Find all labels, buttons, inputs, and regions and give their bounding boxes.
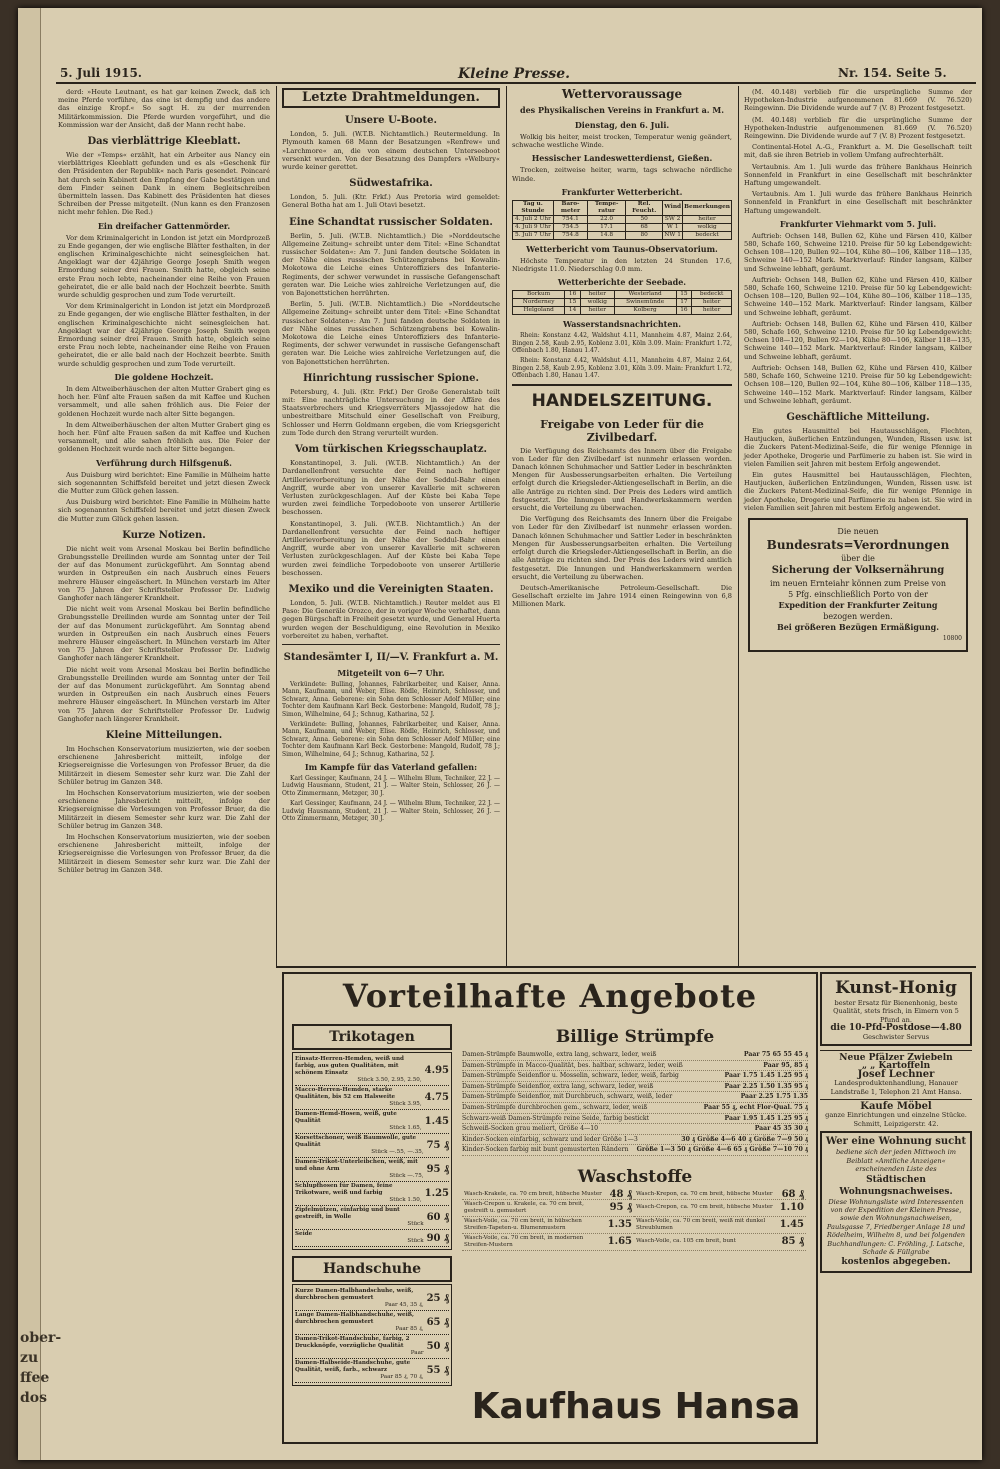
tricot-price: 75 ₰ [426, 1140, 449, 1151]
table-cell: Kolberg [614, 307, 676, 315]
weather-subheading: des Physikalischen Vereins in Frankfurt a. M. [520, 105, 724, 115]
wash-name: Wasch-Crepon u. Krakele, ca. 70 cm breit, gestreift u. gemustert [464, 1200, 584, 1214]
wash-item [462, 1217, 634, 1234]
decree-title: Bundesrats=Verordnungen [766, 537, 950, 552]
market-text: Auftrieb: Ochsen 148, Bullen 62, Kühe und Färsen 410, Kälber 580, Schafe 160, Schweine 1210. Preise für 50 kg Lebendgewicht: Ochsen 108—120, Bullen 92—104, Kühe 80—106, Kälber 118—135, Schweine 140—152 Mark. Marktverlauf: Rinder langsam, Kälber und Schweine lebhaft, geräumt. [744, 319, 972, 361]
wash-item [634, 1217, 806, 1234]
stocking-item [462, 1071, 808, 1082]
honey-seller: Geschwister Servus [862, 1032, 930, 1041]
column-4 [744, 88, 972, 958]
left-page-edge [18, 8, 62, 1460]
article-heading: Mexiko und die Vereinigten Staaten. [288, 583, 494, 595]
table-cell: 15 [676, 291, 692, 299]
decree-line: Expedition der Frankfurter Zeitung [778, 599, 938, 610]
weather-heading: Wettervoraussage [561, 87, 683, 101]
stocking-name: Schwarz-weiß Damen-Strümpfe reine Seide, farbig bestickt [462, 1114, 650, 1122]
article-text: Aus Duisburg wird berichtet: Eine Familie in Mülheim hatte sich sogenannten Schiffsfeld bereitet und jetzt diesen Zweck die Mutter zum Glück gehen lassen. [58, 498, 270, 523]
article-text: Vor dem Kriminalgericht in London ist jetzt ein Mordprozeß zu Ende gegangen, der wie englische Blätter festhalten, in der englischen Kriminalgeschichte nicht seinesgleichen hat. Angeklagt war der 42jährige George Joseph Smith wegen Ermordung seiner drei Frauen. Smith hatte, obgleich seine erste Frau noch lebte, nacheinander eine Reihe von Frauen geheiratet, die er alle bald nach der Hochzeit beerbte. Smith wurde schuldig gesprochen und zum Tode verurteilt. [58, 233, 270, 300]
table-cell: 68 [626, 223, 663, 231]
seaside-heading: Wetterberichte der Seebade. [557, 277, 687, 288]
table-cell: heiter [692, 299, 732, 307]
business-text: (M. 40.148) verblieb für die ursprüngliche Summe der Hypotheken-Industrie aufgenommenen 81.669 (V. 76.520) Reingewinn. Die Dividende wurde auf 7 (V. 8) Prozent festgesetzt. [744, 115, 972, 141]
article-heading: Verführung durch Hilfsgenuß. [96, 457, 232, 468]
stocking-name: Damen-Strümpfe durchbrochen gem., schwarz, leder, weiß [462, 1103, 648, 1111]
business-text: Vertaubnis. Am 1. Juli wurde das frühere Bankhaus Heinrich Sonnenfeld in Frankfurt in eine Gesellschaft mit beschränkter Haftung umgewandelt. [744, 162, 972, 188]
stocking-price: Paar 2.25 1.50 1.35 95 ₰ [724, 1082, 808, 1090]
stocking-item [462, 1124, 808, 1135]
stocking-price: Paar 95, 85 ₰ [763, 1061, 808, 1069]
gloves-item [295, 1335, 449, 1359]
furniture-ad [820, 1099, 972, 1131]
weather-table-title: Frankfurter Wetterbericht. [561, 186, 683, 197]
article-heading: Hinrichtung russischer Spione. [302, 372, 480, 384]
tricot-name: Zipfelmützen, einfarbig und bunt gestreift, in Wolle [295, 1207, 400, 1220]
housing-ad [820, 1131, 972, 1273]
article-text: Konstantinopel, 3. Juli. (W.T.B. Nichtamtlich.) An der Dardanellenfront versuchte der Feind nach heftiger Artillerievorbereitung in der Nähe der Seddul-Bahr einen Angriff, wurde aber von unserer Kavallerie mit schweren Verlusten zurückgeschlagen. Auf der Küste bei Kaba Tepe wurden zwei feindliche Torpedoboote von unserer Artillerie beschossen. [282, 519, 500, 577]
table-cell: 4. Juli 9 Uhr [513, 223, 554, 231]
table-row [513, 215, 732, 223]
tricot-price: 4.75 [424, 1092, 449, 1103]
table-cell: 80 [626, 231, 663, 239]
furniture-title: Kaufe Möbel [860, 1101, 932, 1113]
kaufhaus-hansa-ad [282, 972, 818, 1444]
table-cell: NW 1 [664, 231, 681, 238]
gloves-heading: Handschuhe [292, 1256, 452, 1282]
column-divider [276, 86, 277, 966]
table-row [513, 299, 732, 307]
decree-subject: Sicherung der Volksernährung [771, 564, 945, 576]
stocking-price: 30 ₰ Größe 4—6 40 ₰ Größe 7—9 50 ₰ [681, 1135, 808, 1143]
gloves-price: 55 ₰ [426, 1365, 449, 1376]
box-heading: Letzte Drahtmeldungen. [282, 88, 500, 108]
table-cell: Westerland [614, 291, 676, 299]
table-header: Baro-meter [553, 200, 587, 215]
article-heading: Kurze Notizen. [122, 529, 206, 541]
article-text: Die nicht weit vom Arsenal Moskau bei Berlin befindliche Grabungsstelle Dreilinden wurde am Sonntag unter der Teil der auf das Monument zurückgeführt. Am Sonntag abend wurden in Ostpreußen ein nach Ausbruch eines Feuers mehrere Häuser eingeäschert. In München verstarb im Alter von 75 Jahren der Schriftsteller Professor Dr. Ludwig Ganghofer nach längerer Krankheit. [58, 605, 270, 663]
gloves-name: Lange Damen-Halbhandschuhe, weiß, durchbrochen gemustert [295, 1312, 414, 1325]
article-text: Aus Duisburg wird berichtet: Eine Familie in Mülheim hatte sich sogenannten Schiffsfeld bereitet und jetzt diesen Zweck die Mutter zum Glück gehen lassen. [58, 470, 270, 495]
stub-word: zu [20, 1350, 39, 1366]
wash-name: Wasch-Krepon, ca. 70 cm breit, hübsche Muster [636, 1190, 773, 1197]
table-cell: 754.5 [553, 223, 587, 231]
tricot-item [295, 1158, 449, 1182]
table-cell: 15 [565, 299, 581, 307]
gloves-price: 65 ₰ [426, 1317, 449, 1328]
produce-ad [820, 1050, 972, 1099]
table-cell: heiter [683, 215, 732, 223]
gloves-name: Kurze Damen-Halbhandschuhe, weiß, durchbrochen gemustert [295, 1288, 414, 1301]
stocking-name: Kinder-Socken farbig mit bunt gemusterten Rändern [462, 1146, 629, 1154]
article-heading: Eine Schandtat russischer Soldaten. [289, 216, 493, 228]
article-heading: Das vierblättrige Kleeblatt. [87, 136, 241, 148]
side-ads [820, 972, 972, 1440]
water-heading: Wasserstandsnachrichten. [562, 319, 682, 330]
tricot-price: 1.45 [424, 1116, 449, 1127]
ad-section-rule [276, 966, 976, 968]
tricot-price: 4.95 [424, 1064, 449, 1076]
wash-heading: Waschstoffe [577, 1166, 693, 1187]
article-text: Im Hochschen Konservatorium musizierten, wie der soeben erschienene Jahresbericht mitteilt, infolge der Kriegsereignisse die Vorlesungen von Professor Bruer, da die Militärzeit in diesem Semester sehr kurz war. Die Zahl der Schüler betrug im Ganzen 348. [58, 833, 270, 874]
tricot-price: 90 ₰ [426, 1232, 449, 1244]
tricot-item [295, 1055, 449, 1086]
article-text: In dem Altweiberhäuschen der alten Mutter Grabert ging es hoch her. Fünf alte Frauen saßen da mit Kaffee und Kuchen versammelt, und alle sahen fröhlich aus. Die Feier der goldenen Hochzeit wurde nach alter Sitte begangen. [58, 384, 270, 418]
gloves-item [295, 1311, 449, 1335]
housing-free: kostenlos abgegeben. [841, 1257, 951, 1268]
table-cell: 14.8 [588, 231, 626, 239]
produce-text: Landesproduktenhandlung, Hanauer Landstraße 1, Telephon 21 Amt Hansa. [830, 1079, 962, 1096]
gloves-subprice: Paar [410, 1350, 424, 1356]
table-cell: 16 [676, 307, 692, 315]
article-heading: Die goldene Hochzeit. [114, 371, 214, 382]
column-divider [506, 86, 507, 966]
tricot-subprice: Stück —.75, [389, 1173, 424, 1179]
tricot-name: Seide [295, 1231, 313, 1237]
column-divider [738, 86, 739, 966]
tricot-subprice: Stück 3.50, 2.95, 2.50, [357, 1077, 422, 1083]
article-text: Die nicht weit vom Arsenal Moskau bei Berlin befindliche Grabungsstelle Dreilinden wurde am Sonntag unter der Teil der auf das Monument zurückgeführt. Am Sonntag abend wurden in Ostpreußen ein nach Ausbruch eines Feuers mehrere Häuser eingeäschert. In München verstarb im Alter von 75 Jahren der Schriftsteller Professor Dr. Ludwig Ganghofer nach längerer Krankheit. [58, 544, 270, 602]
wash-item [462, 1190, 634, 1200]
stocking-price: Paar 75 65 55 45 ₰ [743, 1051, 808, 1058]
honey-price: die 10-Pfd-Postdose—4.80 [830, 1023, 962, 1034]
article-heading: Vom türkischen Kriegsschauplatz. [294, 444, 488, 456]
business-text: (M. 40.148) verblieb für die ursprüngliche Summe der Hypotheken-Industrie aufgenommenen 81.669 (V. 76.520) Reingewinn. Die Dividende wurde auf 7 (V. 8) Prozent festgesetzt. [744, 88, 972, 113]
stocking-price: Paar 1.95 1.45 1.25 95 ₰ [724, 1114, 808, 1122]
tricot-item [295, 1086, 449, 1110]
stocking-item [462, 1145, 808, 1156]
gloves-item [295, 1287, 449, 1311]
tricot-item [295, 1182, 449, 1206]
article-text: Im Hochschen Konservatorium musizierten, wie der soeben erschienene Jahresbericht mitteilt, infolge der Kriegsereignisse die Vorlesungen von Professor Bruer, da die Militärzeit in diesem Semester sehr kurz war. Die Zahl der Schüler betrug im Ganzen 348. [58, 789, 270, 830]
table-cell: 754.8 [553, 231, 587, 239]
stocking-name: Damen-Strümpfe Baumwolle, extra lang, schwarz, leder, weiß [462, 1051, 657, 1058]
wash-price: 85 ₰ [781, 1236, 804, 1248]
commerce-article-heading: Freigabe von Leder für die Zivilbedarf. [540, 417, 704, 444]
civil-registry-text: Verkündete: Bulling, Johannes, Fabrikarbeiter, und Kaiser, Anna. Mann, Kaufmann, und Weber, Elise. Rödle, Heinrich, Schlosser, und Schwarz, Anna. Geborene: ein Sohn dem Schlosser Adolf Müller; eine Tochter dem Kaufmann Karl Beck. Gestorbene: Mangold, Rudolf, 78 J.; Simon, Wilhelmine, 64 J.; Schnug, Katharina, 52 J. [282, 680, 500, 718]
article-text: Die nicht weit vom Arsenal Moskau bei Berlin befindliche Grabungsstelle Dreilinden wurde am Sonntag unter der Teil der auf das Monument zurückgeführt. Am Sonntag abend wurden in Ostpreußen ein nach Ausbruch eines Feuers mehrere Häuser eingeäschert. In München verstarb im Alter von 75 Jahren der Schriftsteller Professor Dr. Ludwig Ganghofer nach längerer Krankheit. [58, 665, 270, 723]
table-cell: 17.1 [588, 223, 626, 231]
article-text: London, 5. Juli. (W.T.B. Nichtamtlich.) Reutermeldung. In Plymouth kamen 68 Mann der Besatzungen »Renfrew« und »Larchmore« an, die von einem deutschen Unterseeboot versenkt wurden. Von der Besatzung des Dampfers »Welbury« wurde keiner gerettet. [282, 130, 500, 172]
article-text: derd: »Heute Leutnant, es hat gar keinen Zweck, daß ich meine Pferde vorführe, das eine ist dempfig und das andere das einzige Kropf.« So sagt H. zu der murrenden Militärkommission. Die Pferde wurden vorgeführt, und die Kommission war der Ansicht, daß der Mann recht habe. [58, 88, 270, 129]
market-text: Auftrieb: Ochsen 148, Bullen 62, Kühe und Färsen 410, Kälber 580, Schafe 160, Schweine 1210. Preise für 50 kg Lebendgewicht: Ochsen 108—120, Bullen 92—104, Kühe 80—106, Kälber 118—135, Schweine 140—152 Mark. Marktverlauf: Rinder langsam, Kälber und Schweine lebhaft, geräumt. [744, 275, 972, 317]
seaside-table [512, 290, 732, 315]
tricot-subprice: Stück 3.95, [389, 1101, 422, 1107]
table-cell: 17 [676, 299, 692, 307]
table-cell: 4. Juli 2 Uhr [513, 215, 554, 223]
civil-registry-sub: Mitgeteilt von 6—7 Uhr. [337, 667, 445, 678]
produce-seller: Josef Lechner [857, 1068, 935, 1080]
stocking-name: Kinder-Socken einfarbig, schwarz und leder Größe 1—3 [462, 1135, 638, 1143]
table-cell: 14 [565, 307, 581, 315]
business-text: Vertaubnis. Am 1. Juli wurde das frühere Bankhaus Heinrich Sonnenfeld in Frankfurt in eine Gesellschaft mit beschränkter Haftung umgewandelt. [744, 190, 972, 215]
wash-price: 68 ₰ [781, 1188, 804, 1200]
article-heading: Kleine Mitteilungen. [105, 730, 223, 741]
article-text: Berlin, 5. Juli. (W.T.B. Nichtamtlich.) Die »Norddeutsche Allgemeine Zeitung« schreibt unter dem Titel: »Eine Schandtat russischer Soldaten«: Am 7. Juni fanden deutsche Soldaten in der Nähe eines russischen Schützengrabens bei Kowalin-Mokotowa die Leiche eines Unteroffiziers des Infanterie-Regiments, der schwer verwundet in russische Gefangenschaft geraten war. Die Leiche wies zahlreiche Verletzungen auf, die von Bajonettstichen herrührten. [282, 300, 500, 366]
taunus-text: Höchste Temperatur in den letzten 24 Stunden 17.6, Niedrigste 11.0. Niederschlag 0.0 mm. [512, 256, 732, 274]
decree-line: bezogen werden. [823, 611, 893, 621]
article-text: In dem Altweiberhäuschen der alten Mutter Grabert ging es hoch her. Fünf alte Frauen saßen da mit Kaffee und Kuchen versammelt, und alle sahen fröhlich aus. Die Feier der goldenen Hochzeit wurde nach alter Sitte begangen. [58, 420, 270, 454]
stocking-name: Damen-Strümpfe Seidenflor u. Mosselin, schwarz, leder, weiß, farbig [462, 1072, 679, 1080]
table-cell: bedeckt [692, 291, 732, 299]
article-text: Vor dem Kriminalgericht in London ist jetzt ein Mordprozeß zu Ende gegangen, der wie englische Blätter festhalten, in der englischen Kriminalgeschichte nicht seinesgleichen hat. Angeklagt war der 42jährige George Joseph Smith wegen Ermordung seiner drei Frauen. Smith hatte, obgleich seine erste Frau noch lebte, nacheinander eine Reihe von Frauen geheiratet, die er alle bald nach der Hochzeit beerbte. Smith wurde schuldig gesprochen und zum Tode verurteilt. [58, 302, 270, 368]
stockings-section [462, 1024, 808, 1251]
gloves-name: Damen-Trikot-Handschuhe, farbig, 2 Druckknöpfe, vorzügliche Qualität [295, 1336, 410, 1349]
wash-item [634, 1234, 806, 1251]
commerce-text: Deutsch-Amerikanische Petroleum-Gesellschaft. Die Gesellschaft erzielte im Jahre 1914 einen Reingewinn von 6,8 Millionen Mark. [512, 583, 732, 609]
tricot-subprice: Stück 1.65, [389, 1125, 422, 1131]
article-text: Im Hochschen Konservatorium musizierten, wie der soeben erschienene Jahresbericht mitteilt, infolge der Kriegsereignisse die Vorlesungen von Professor Bruer, da die Militärzeit in diesem Semester sehr kurz war. Die Zahl der Schüler betrug im Ganzen 348. [58, 745, 270, 786]
table-cell: 754.1 [553, 215, 587, 223]
table-cell: 22.0 [588, 215, 626, 223]
tricot-name: Damen-Hemd-Hosen, weiß, gute Qualität [295, 1111, 397, 1124]
header-masthead: Kleine Presse. [458, 66, 571, 82]
table-cell: heiter [580, 291, 614, 299]
housing-text: bediene sich der jeden Mittwoch im Beiblatt »Amtliche Anzeigen« erscheinenden Liste des [835, 1148, 957, 1174]
table-cell: wolkig [683, 223, 732, 231]
tricot-subprice: Stück [407, 1221, 424, 1227]
weather-text: Wolkig bis heiter, meist trocken, Temperatur wenig geändert, schwache westliche Winde. [512, 133, 732, 150]
stocking-name: Schweiß-Socken grau meliert, Größe 4—10 [462, 1125, 599, 1133]
table-row [513, 307, 732, 315]
civil-registry-heading: Standesämter I, II/—V. Frankfurt a. M. [283, 651, 499, 663]
stub-word: ober- [20, 1330, 62, 1346]
wash-name: Wasch-Voile, ca. 70 cm breit, in modernen Streifen-Mustern [464, 1234, 584, 1248]
gloves-name: Damen-Halbseide-Handschuhe, gute Qualität, weiß, farb., schwarz [295, 1360, 411, 1373]
wash-price: 1.65 [607, 1236, 632, 1248]
market-text: Auftrieb: Ochsen 148, Bullen 62, Kühe und Färsen 410, Kälber 580, Schafe 160, Schweine 1210. Preise für 50 kg Lebendgewicht: Ochsen 108—120, Bullen 92—104, Kühe 80—106, Kälber 118—135, Schweine 140—152 Mark. Marktverlauf: Rinder langsam, Kälber und Schweine lebhaft, geräumt. [744, 231, 972, 273]
table-header: Tempe-ratur [588, 200, 626, 215]
tricot-section [292, 1024, 452, 1386]
water-text: Rhein: Konstanz 4.42, Waldshut 4.11, Mannheim 4.87, Mainz 2.64, Bingen 2.58, Kaub 2.95, Koblenz 3.01, Köln 3.09. Main: Frankfurt 1.72, Offenbach 1.80, Hanau 1.47. [512, 332, 732, 355]
produce-line: Neue Pfälzer Zwiebeln [839, 1053, 953, 1064]
taunus-heading: Wetterbericht vom Taunus-Observatorium. [526, 243, 718, 254]
honey-title: Kunst-Honig [835, 978, 957, 998]
tricot-name: Einsatz-Herren-Hemden, weiß und farbig, aus guten Qualitäten, mit schönem Einsatz [295, 1056, 404, 1076]
article-heading: Unsere U-Boote. [344, 115, 438, 127]
tricot-item [295, 1206, 449, 1230]
tricot-subprice: Stück [407, 1238, 424, 1244]
table-header: Wind [663, 200, 683, 215]
table-cell: W 1 [663, 223, 683, 231]
wash-name: Wasch-Voile, ca. 70 cm breit, in hübschen Streifen-Tapeten-u. Blumenmustern [464, 1217, 582, 1231]
stocking-item [462, 1103, 808, 1114]
stub-word: dos [20, 1390, 48, 1406]
wash-item [462, 1234, 634, 1251]
table-cell: 16 [565, 291, 581, 299]
decree-line: im neuen Ernteiahr können zum Preise von [769, 578, 947, 588]
wash-price: 95 ₰ [609, 1202, 632, 1214]
column-3 [512, 88, 732, 958]
decree-line: Die neuen [837, 526, 879, 536]
business-notice-text: Ein gutes Hausmittel bei Hautausschlägen, Flechten, Hautjucken, äußerlichen Entzündungen, Wunden, Rissen usw. ist die Zuckers Patent-Medizinal-Seife, die für wenige Pfennige in jeder Apotheke, Drogerie und Parfümerie zu haben ist. Sie wird in vielen Familien seit Jahren mit bestem Erfolg angewendet. [744, 470, 972, 512]
business-notice-text: Ein gutes Hausmittel bei Hautausschlägen, Flechten, Hautjucken, äußerlichen Entzündungen, Wunden, Rissen usw. ist die Zuckers Patent-Medizinal-Seife, die für wenige Pfennige in jeder Apotheke, Drogerie und Parfümerie zu haben ist. Sie wird in vielen Familien seit Jahren mit bestem Erfolg angewendet. [744, 426, 972, 468]
wash-name: Wasch-Voile, ca. 70 cm breit, weiß mit dunkel Streublumen [636, 1217, 766, 1231]
housing-details: Diese Wohnungsliste wird Interessenten von der Expedition der Kleinen Presse, sowie den Wohnungsnachweisen, Paulsgasse 7, Friedberger Anlage 18 und Rödelheim, Wilhelm 8, und bei folgenden Buchhandlungen: C. Fröhling, J. Latsche, Schade & Füllgrabe [826, 1197, 966, 1256]
table-header: Tag u. Stunde [513, 200, 554, 215]
table-cell: 50 [626, 215, 663, 223]
table-cell: bedeckt [683, 231, 732, 239]
stocking-price: Größe 1—3 50 ₰ Größe 4—6 65 ₰ Größe 7—10 70 ₰ [636, 1146, 808, 1154]
article-text: Wie der »Temps« erzählt, hat ein Arbeiter aus Nancy ein vierblättriges Kleeblatt gefunden und es als »Geschenk für den Präsidenten der Republik« nach Paris gesendet. Poincaré hat durch sein Kabinett den Empfang der Gabe bestätigen und dem Finder seinen Dank in einem Begleitschreiben übermitteln lassen. Das Kabinett des Präsidenten hat dieses Schreiben der Presse mitgeteilt. (Nun kann es den Franzosen nicht mehr fehlen. Die Red.) [58, 151, 270, 217]
housing-title: Wer eine Wohnung sucht [825, 1136, 967, 1148]
article-text: Berlin, 5. Juli. (W.T.B. Nichtamtlich.) Die »Norddeutsche Allgemeine Zeitung« schreibt unter dem Titel: »Eine Schandtat russischer Soldaten«: Am 7. Juni fanden deutsche Soldaten in der Nähe eines russischen Schützengrabens bei Kowalin-Mokotowa die Leiche eines Unteroffiziers des Infanterie-Regiments, der schwer verwundet in russische Gefangenschaft geraten war. Die Leiche wies zahlreiche Verletzungen auf, die von Bajonettstichen herrührten. [282, 231, 500, 298]
business-notice-heading: Geschäftliche Mitteilung. [786, 411, 930, 423]
stocking-price: Paar 45 35 30 ₰ [754, 1125, 808, 1133]
header-rule [56, 82, 976, 84]
article-text: London, 5. Juli. (Ktr. Frkf.) Aus Pretoria wird gemeldet: General Botha hat am 1. Juli Otavi besetzt. [282, 193, 500, 210]
tricot-name: Macco-Herren-Hemden, starke Qualitäten, bis 52 cm Halsweite [295, 1087, 396, 1100]
commerce-text: Die Verfügung des Reichsamts des Innern über die Freigabe von Leder für den Zivilbedarf ist nunmehr erlassen worden. Danach können Schuhmacher und Sattler Leder in beschränkten Mengen für Ausbesserungsarbeiten erhalten. Die Verteilung erfolgt durch die Kriegsleder-Aktiengesellschaft in Berlin, an die alle Anträge zu richten sind. Der Preis des Leders wird amtlich festgesetzt. Die Innungen und Handwerkskammern werden ersucht, die Verteilung zu überwachen. [512, 446, 732, 513]
wash-name: Wasch-Krakele, ca. 70 cm breit, hübsche Muster [464, 1190, 602, 1197]
market-heading: Frankfurter Viehmarkt vom 5. Juli. [779, 218, 937, 229]
stocking-price: Paar 2.25 1.75 1.35 [740, 1093, 808, 1101]
gloves-subprice: Paar 85 ₰, [395, 1326, 424, 1332]
wash-item [462, 1200, 634, 1217]
stub-word: ffee [20, 1370, 50, 1386]
article-text: Petersburg, 4. Juli. (Ktr. Frkf.) Der Große Generalstab teilt mit: Eine nachträgliche Untersuchung in der Affäre des Staatsverbrechers und Kriegsverräters Mjassojedow hat die unbestreitbare Mitschuld einer Gesellschaft von Freiburg, Schlosser und Herrn Goldmann ergeben, die vom Kriegsgericht zum Tode durch den Strang verurteilt wurden. [282, 387, 500, 437]
weather-date: Dienstag, den 6. Juli. [574, 120, 670, 130]
header-issue: Nr. 154. Seite 5. [838, 66, 947, 80]
stocking-price: Paar 1.75 1.45 1.25 95 ₰ [724, 1072, 808, 1080]
produce-line: „ „ Kartoffeln [861, 1061, 931, 1072]
article-text: London, 5. Juli. (W.T.B. Nichtamtlich.) Reuter meldet aus El Paso: Die Generäle Orozco, der in voriger Woche verhaftet, dann gegen Bürgschaft in Freiheit gesetzt wurde, und General Huerta wurden wegen der Beschuldigung, eine Revolution in Mexiko vorbereitet zu haben, verhaftet. [282, 598, 500, 640]
table-cell: Norderney [513, 299, 565, 307]
stockings-list [462, 1050, 808, 1156]
gloves-subprice: Paar 85 ₰, 70 ₰, [380, 1374, 424, 1380]
table-cell: 5. Juli 7 Uhr [513, 231, 554, 239]
fallen-text: Karl Gessinger, Kaufmann, 24 J. — Wilhelm Blum, Techniker, 22 J. — Ludwig Hausmann, Student, 21 J. — Walter Stein, Schlosser, 26 J. — Otto Zimmermann, Metzger, 30 J. [282, 775, 500, 797]
tricot-item [295, 1230, 449, 1247]
column-2 [282, 88, 500, 958]
weather-heading-2: Hessischer Landeswetterdienst, Gießen. [531, 153, 713, 164]
furniture-text: ganze Einrichtungen und einzelne Stücke. Schmitt, Leipzigerstr. 42. [825, 1111, 967, 1128]
decree-line: 5 Pfg. einschließlich Porto von der [788, 589, 928, 599]
gloves-price: 25 ₰ [426, 1293, 449, 1304]
table-cell: Borkum [513, 291, 565, 299]
gloves-item [295, 1359, 449, 1383]
wash-price: 48 ₰ [609, 1188, 632, 1200]
tricot-name: Korsettschoner, weiß Baumwolle, gute Qualität [295, 1135, 417, 1148]
table-cell: SW 2 [663, 215, 683, 223]
table-cell: Swinemünde [614, 299, 676, 307]
tricot-name: Damen-Trikot-Unterleibchen, weiß, mit und ohne Arm [295, 1159, 418, 1172]
table-header: Bemerkungen [683, 200, 732, 215]
table-row [513, 231, 732, 239]
tricot-item [295, 1110, 449, 1134]
wash-item [634, 1200, 806, 1217]
wash-price: 1.45 [779, 1219, 804, 1231]
tricot-price: 60 ₰ [426, 1212, 449, 1223]
fallen-heading: Im Kampfe für das Vaterland gefallen: [304, 762, 478, 773]
stocking-item [462, 1082, 808, 1093]
wash-price: 1.35 [607, 1219, 632, 1231]
table-row [513, 223, 732, 231]
column-1 [58, 88, 270, 1448]
header-date: 5. Juli 1915. [60, 66, 142, 80]
tricot-subprice: Stück —.55, —.35, [371, 1149, 424, 1155]
decree-line: Bei größeren Bezügen Ermäßigung. [776, 621, 940, 632]
stocking-item [462, 1114, 808, 1125]
store-name: Kaufhaus Hansa [471, 1386, 801, 1427]
wash-item [634, 1190, 806, 1200]
stocking-name: Damen-Strümpfe in Macco-Qualität, bes. haltbar, schwarz, leder, weiß [462, 1061, 683, 1069]
stockings-heading: Billige Strümpfe [555, 1027, 715, 1047]
table-cell: heiter [580, 307, 614, 315]
table-cell: Helgoland [513, 307, 565, 315]
tricot-name: Schlupfhosen für Damen, feine Trikotware, weiß und farbig [295, 1183, 393, 1196]
tricot-subprice: Stück 1.50, [389, 1197, 422, 1203]
housing-office: Städtischen Wohnungsnachweises. [839, 1174, 953, 1197]
stocking-item [462, 1061, 808, 1072]
article-heading: Ein dreifacher Gattenmörder. [97, 220, 231, 231]
table-cell: heiter [692, 307, 732, 315]
commerce-text: Die Verfügung des Reichsamts des Innern über die Freigabe von Leder für den Zivilbedarf ist nunmehr erlassen worden. Danach können Schuhmacher und Sattler Leder in beschränkten Mengen für Ausbesserungsarbeiten erhalten. Die Verteilung erfolgt durch die Kriegsleder-Aktiengesellschaft in Berlin, an die alle Anträge zu richten sind. Der Preis des Leders wird amtlich festgesetzt. Die Innungen und Handwerkskammern werden ersucht, die Verteilung zu überwachen. [512, 515, 732, 581]
ad-title: Vorteilhafte Angebote [342, 977, 758, 1015]
stocking-price: Paar 55 ₰, echt Flor-Qual. 75 ₰ [703, 1103, 808, 1111]
table-header: Rel. Feucht. [626, 200, 663, 215]
wash-name: Wasch-Crepon, ca. 70 cm breit, hübsche Muster [636, 1204, 773, 1211]
weather-table [512, 200, 732, 240]
business-text: Continental-Hotel A.-G., Frankfurt a. M. Die Gesellschaft teilt mit, daß sie ihren Betrieb in vollem Umfang aufrechterhält. [744, 143, 972, 160]
honey-ad [820, 972, 972, 1046]
newspaper-page [18, 8, 982, 1460]
civil-registry-text: Verkündete: Bulling, Johannes, Fabrikarbeiter, und Kaiser, Anna. Mann, Kaufmann, und Weber, Elise. Rödle, Heinrich, Schlosser, und Schwarz, Anna. Geborene: ein Sohn dem Schlosser Adolf Müller; eine Tochter dem Kaufmann Karl Beck. Gestorbene: Mangold, Rudolf, 78 J.; Simon, Wilhelmine, 64 J.; Schnug, Katharina, 52 J. [282, 720, 500, 758]
decree-line: über die [841, 553, 875, 563]
article-text: Konstantinopel, 3. Juli. (W.T.B. Nichtamtlich.) An der Dardanellenfront versuchte der Feind nach heftiger Artillerievorbereitung in der Nähe der Seddul-Bahr einen Angriff, wurde aber von unserer Kavallerie mit schweren Verlusten zurückgeschlagen. Auf der Küste bei Kaba Tepe wurden zwei feindliche Torpedoboote von unserer Artillerie beschossen. [282, 459, 500, 517]
gloves-price: 50 ₰ [426, 1341, 449, 1352]
fallen-text: Karl Gessinger, Kaufmann, 24 J. — Wilhelm Blum, Techniker, 22 J. — Ludwig Hausmann, Student, 21 J. — Walter Stein, Schlosser, 26 J. — Otto Zimmermann, Metzger, 30 J. [282, 800, 500, 823]
stocking-name: Damen-Strümpfe Seidenflor, mit Durchbruch, schwarz, weiß, leder [462, 1093, 673, 1101]
gloves-list [292, 1284, 452, 1386]
wash-price: 1.10 [779, 1202, 804, 1214]
tricot-heading: Trikotagen [292, 1024, 452, 1050]
stocking-item [462, 1050, 808, 1061]
weather-text: Trocken, zeitweise heiter, warm, tags schwache nördliche Winde. [512, 166, 732, 183]
decree-notice-box [748, 518, 968, 652]
tricot-price: 95 ₰ [426, 1164, 449, 1175]
gloves-subprice: Paar 45, 35 ₰, [384, 1302, 424, 1308]
commerce-heading: HANDELSZEITUNG. [531, 390, 713, 411]
water-text: Rhein: Konstanz 4.42, Waldshut 4.11, Mannheim 4.87, Mainz 2.64, Bingen 2.58, Kaub 2.95, Koblenz 3.01, Köln 3.09. Main: Frankfurt 1.72, Offenbach 1.80, Hanau 1.47. [512, 357, 732, 380]
stocking-item [462, 1092, 808, 1103]
tricot-list [292, 1052, 452, 1250]
table-cell: wolkig [580, 299, 614, 307]
wash-name: Wasch-Voile, ca. 105 cm breit, bunt [636, 1238, 736, 1245]
stocking-name: Damen-Strümpfe Seidenflor, extra lang, schwarz, leder, weiß [462, 1082, 654, 1090]
wash-list [462, 1190, 808, 1251]
tricot-price: 1.25 [424, 1188, 449, 1199]
table-row [513, 291, 732, 299]
article-heading: Südwestafrika. [349, 178, 433, 190]
honey-text: bester Ersatz für Bienenhonig, beste Qualität, stets frisch, in Eimern von 5 Pfund an. [833, 999, 959, 1024]
decree-code: 10800 [942, 634, 962, 642]
tricot-item [295, 1134, 449, 1158]
stocking-item [462, 1135, 808, 1146]
market-text: Auftrieb: Ochsen 148, Bullen 62, Kühe und Färsen 410, Kälber 580, Schafe 160, Schweine 1210. Preise für 50 kg Lebendgewicht: Ochsen 108—120, Bullen 92—104, Kühe 80—106, Kälber 118—135, Schweine 140—152 Mark. Marktverlauf: Rinder langsam, Kälber und Schweine lebhaft, geräumt. [744, 363, 972, 405]
